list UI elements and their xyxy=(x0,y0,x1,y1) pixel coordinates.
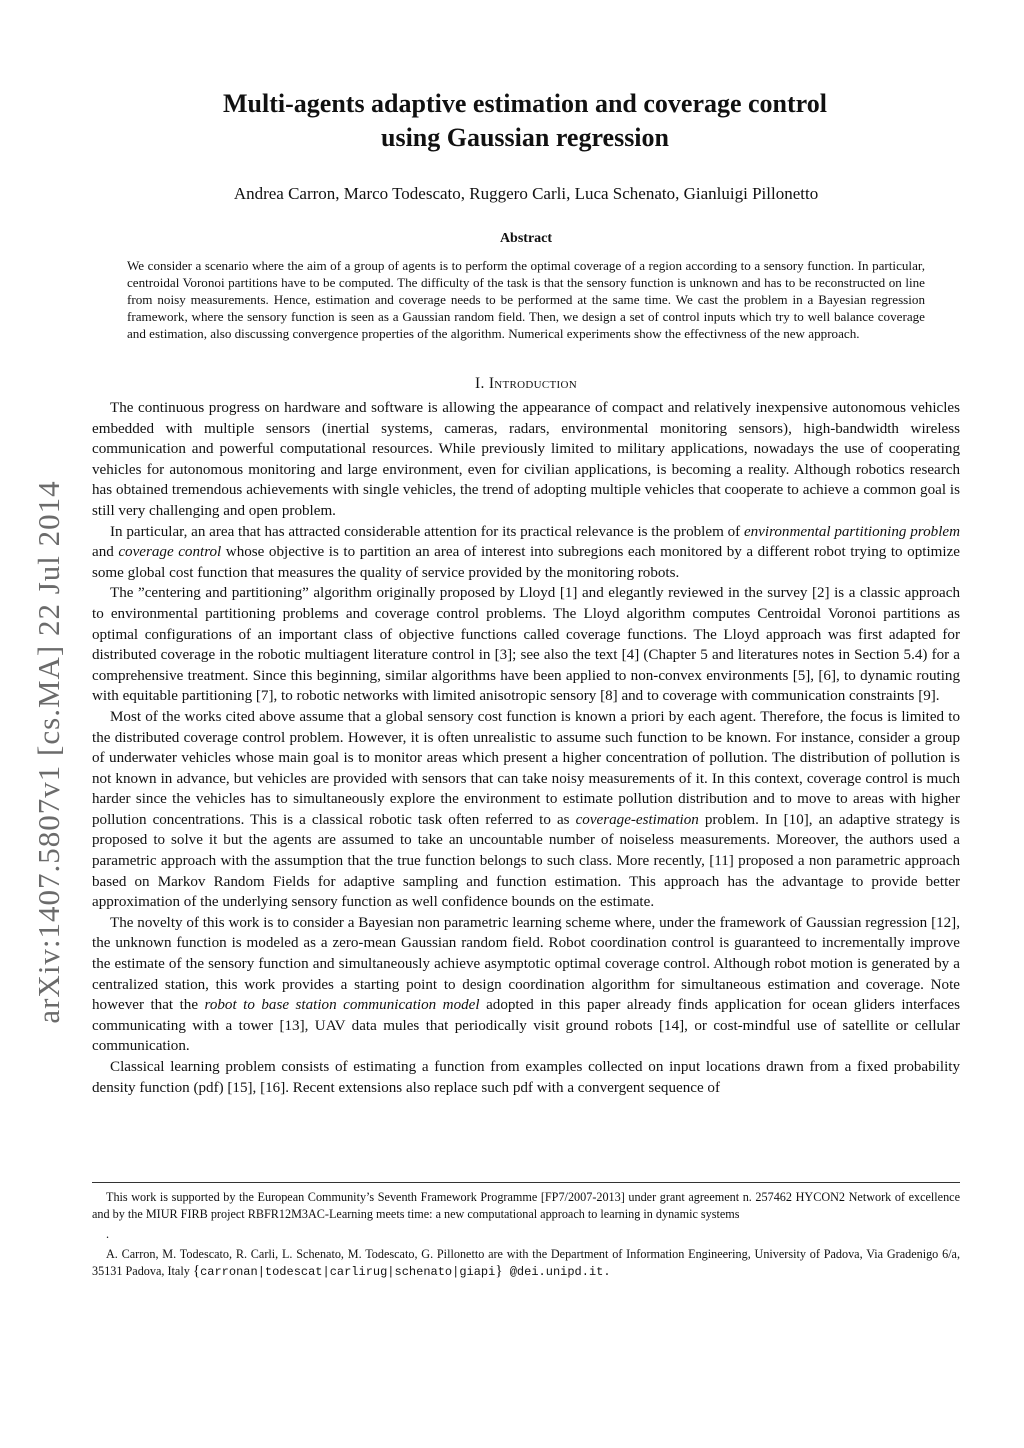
paragraph-5 xyxy=(92,913,960,1057)
title-line-1: Multi-agents adaptive estimation and coverage control xyxy=(223,89,827,118)
introduction-body xyxy=(92,398,960,1098)
emphasis-environmental-partitioning: environmental partitioning problem xyxy=(743,523,960,540)
emphasis-communication-model: robot to base station communication model xyxy=(204,997,480,1014)
paragraph-4-text: Most of the works cited above assume that a global sensory cost function is known a priori by each agent. Therefore, the focus is limited to the distributed coverage control problem. However, it is often unrealistic to assume such function to be known. For instance, consider a group of underwater vehicles whose main goal is to monitor areas which present a higher concentration of pollution. The distribution of pollution is not known in advance, but vehicles are provided with sensors that can take noisy measurements of it. In this context, coverage control is much harder since the vehicles has to simultaneously explore the environment to estimate pollution distribution and to move to areas with higher pollution concentrations. This is a classical robotic task often referred to as xyxy=(92,708,960,828)
paragraph-2 xyxy=(92,522,960,584)
section-title: Introduction xyxy=(488,375,578,392)
footnote-divider xyxy=(92,1182,960,1183)
title-line-2: using Gaussian regression xyxy=(380,123,669,152)
emphasis-coverage-estimation: coverage-estimation xyxy=(575,811,699,828)
paragraph-2-text: and xyxy=(92,544,119,561)
paragraph-1: The continuous progress on hardware and software is allowing the appearance of compact and relatively inexpensive autonomous vehicles embedded with multiple sensors (inertial systems, cameras, radars, environmental monitoring sensors), high-bandwidth wireless communication and powerful computational resources. While previously limited to military applications, nowadays the use of cooperating vehicles for autonomous monitoring and large environment, even for civilian applications, is becoming a reality. Although robotics research has obtained tremendous achievements with single vehicles, the trend of adopting multiple vehicles that cooperate to achieve a common goal is still very challenging and open problem. xyxy=(92,400,960,519)
email-domain: @dei.unipd.it. xyxy=(502,1265,611,1279)
paragraph-5-text: The novelty of this work is to consider a Bayesian non parametric learning scheme where, under the framework of Gaussian regression [12], the unknown function is modeled as a zero-mean Gaussian random field. Robot coordination control is guaranteed to incrementally improve the estimate of the sensory function and simultaneously achieve asymptotic optimal coverage control. Although robot motion is generated by a centralized station, this work provides a starting point to design coordination algorithm for simultaneous estimation and coverage. Note however that the xyxy=(92,914,960,1014)
paragraph-4 xyxy=(92,707,960,913)
author-list: Andrea Carron, Marco Todescato, Ruggero Carli, Luca Schenato, Gianluigi Pillonetto xyxy=(233,184,819,203)
section-number: I. xyxy=(474,375,485,392)
abstract-heading: Abstract xyxy=(499,231,553,246)
brace-close: } xyxy=(495,1263,503,1279)
funding-footnote: This work is supported by the European Community’s Seventh Framework Programme [FP7/2007-2013] under grant agreement n. 257462 HYCON2 Network of excellence and by the MIUR FIRB project RBFR12M3AC-Learning meets time: a new computational approach to learning in dynamic systems xyxy=(92,1190,960,1221)
arxiv-stamp: arXiv:1407.5807v1 [cs.MA] 22 Jul 2014 xyxy=(31,480,66,1024)
brace-open: { xyxy=(192,1263,201,1279)
affiliation-footnote xyxy=(92,1246,960,1281)
abstract-body: We consider a scenario where the aim of a group of agents is to perform the optimal coverage of a region according to a sensory function. In particular, centroidal Voronoi partitions have to be computed. The difficulty of the task is that the sensory function is unknown and has to be reconstructed on line from noisy measurements. Hence, estimation and coverage needs to be performed at the same time. We cast the problem in a Bayesian regression framework, where the sensory function is seen as a Gaussian random field. Then, we design a set of control inputs which try to well balance coverage and estimation, also discussing convergence properties of the algorithm. Numerical experiments show the effectivness of the new approach. xyxy=(127,258,925,341)
paragraph-2-text: In particular, an area that has attracted considerable attention for its practical relevance is the problem of xyxy=(110,523,744,540)
footnotes xyxy=(92,1189,960,1284)
emphasis-coverage-control: coverage control xyxy=(118,544,222,561)
paragraph-2-text: whose objective is to partition an area of interest into subregions each monitored by a different robot trying to optimize some global cost function that measures the quality of service provided by the monitoring robots. xyxy=(92,544,960,581)
affiliation-text: A. Carron, M. Todescato, R. Carli, L. Schenato, M. Todescato, G. Pillonetto are with the Department of Information Engineering, University of Padova, Via Gradenigo 6/a, 35131 Padova, Italy xyxy=(92,1247,960,1278)
paragraph-4-text: problem. In [10], an adaptive strategy is proposed to solve it but the agents are assumed to take an uncountable number of noiseless measurements. Moreover, the authors used a parametric approach with the assumption that the true function belongs to such class. More recently, [11] proposed a non parametric approach based on Markov Random Fields for adaptive sampling and function estimation. This approach has the advantage to provide better approximation of the underlying sensory function as well confidence bounds on the estimate. xyxy=(92,811,960,911)
paragraph-5-text: adopted in this paper already finds application for ocean gliders interfaces communicating with a tower [13], UAV data mules that periodically visit ground robots [14], or cost-mindful use of satellite or cellular communication. xyxy=(92,997,961,1055)
paragraph-6: Classical learning problem consists of estimating a function from examples collected on input locations drawn from a fixed probability density function (pdf) [15], [16]. Recent extensions also replace such pdf with a convergent sequence of xyxy=(92,1059,960,1096)
paper-title xyxy=(120,87,930,155)
author-emails: carronan|todescat|carlirug|schenato|giapi xyxy=(200,1265,496,1279)
section-heading-introduction xyxy=(92,373,960,395)
paragraph-3: The ”centering and partitioning” algorithm originally proposed by Lloyd [1] and elegantly reviewed in the survey [2] is a classic approach to environmental partitioning problems and coverage control problems. The Lloyd algorithm computes Centroidal Voronoi partitions as optimal configurations of an important class of objective functions called coverage functions. The Lloyd approach was first adapted for distributed coverage in the robotic multiagent literature control in [3]; see also the text [4] (Chapter 5 and literatures notes in Section 5.4) for a comprehensive treatment. Since this beginning, similar algorithms have been applied to non-convex environments [5], [6], to dynamic routing with equitable partitioning [7], to robotic networks with limited anisotropic sensory [8] and to coverage with communication constraints [9]. xyxy=(92,585,960,705)
footnote-dot: . xyxy=(106,1227,110,1241)
